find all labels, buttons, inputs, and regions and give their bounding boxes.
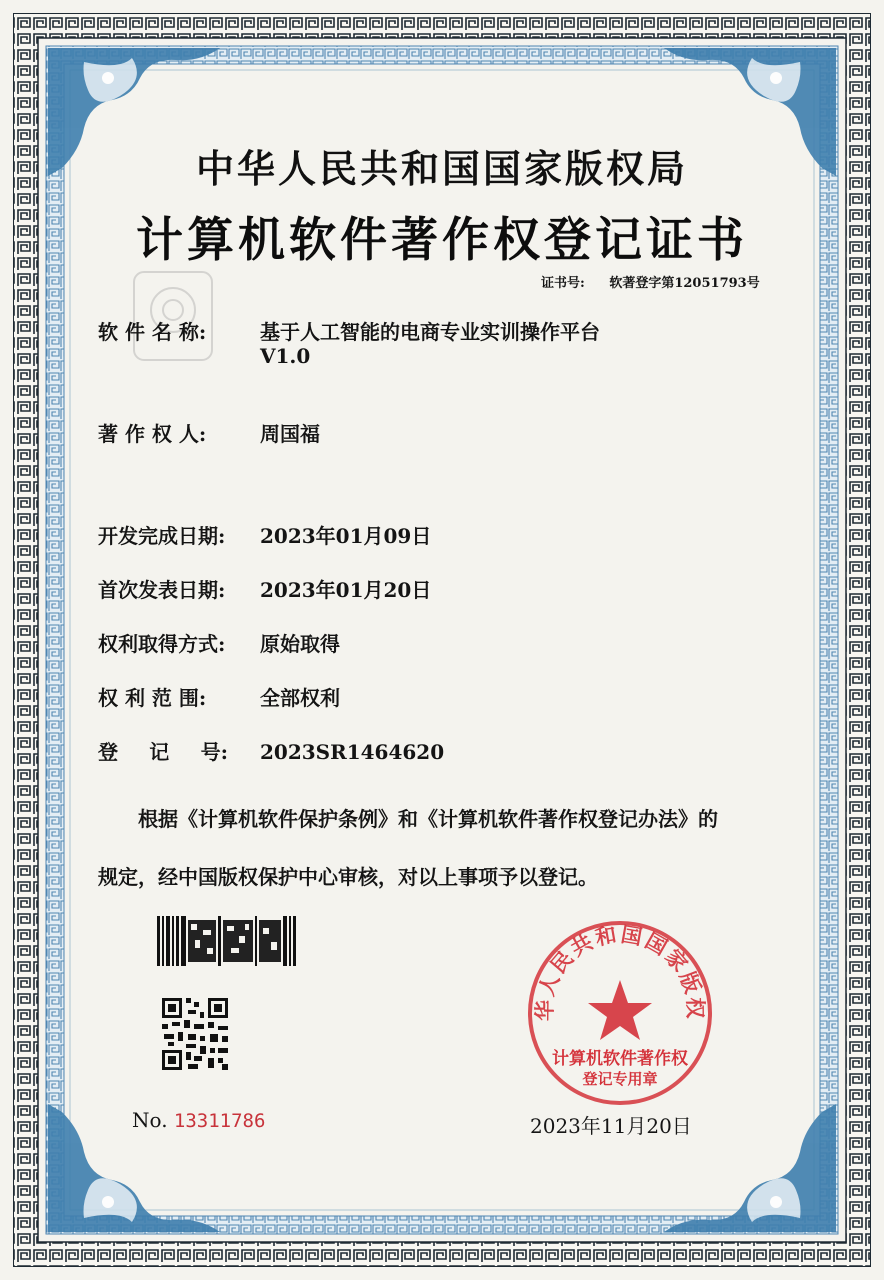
field-label: 著 作 权 人: xyxy=(98,422,207,446)
field-value: V1.0 xyxy=(260,344,311,368)
barcode-icon xyxy=(157,916,297,966)
legal-basis-paragraph xyxy=(98,790,798,906)
field-value: 周国福 xyxy=(260,422,320,446)
issuing-agency: 中华人民共和国国家版权局 xyxy=(195,146,688,191)
field-software-name xyxy=(98,316,600,345)
field-label: 登 记 号: xyxy=(98,740,228,764)
field-value: 原始取得 xyxy=(260,632,340,656)
certificate-number-label: 证书号: xyxy=(541,276,585,291)
legal-basis-line-2: 规定，经中国版权保护中心审核，对以上事项予以登记。 xyxy=(98,865,598,889)
seal-line-2: 登记专用章 xyxy=(582,1070,658,1088)
field-value: 2023年01月20日 xyxy=(260,578,432,602)
seal-ring-text: 华人民共和国国家版权 xyxy=(532,922,708,1022)
serial-number xyxy=(132,1108,265,1132)
serial-value: 13311786 xyxy=(173,1110,266,1132)
certificate-title: 计算机软件著作权登记证书 xyxy=(136,213,748,268)
field-value: 2023年01月09日 xyxy=(260,524,432,548)
qr-code-icon xyxy=(160,996,230,1072)
field-value: 2023SR1464620 xyxy=(260,740,445,764)
field-first-publish-date xyxy=(98,574,431,603)
field-label: 首次发表日期: xyxy=(98,578,226,602)
field-software-version xyxy=(260,344,310,368)
issue-date: 2023年11月20日 xyxy=(530,1114,692,1138)
field-development-date xyxy=(98,520,431,549)
field-label: 权利取得方式: xyxy=(98,632,226,656)
certificate-number-value: 软著登字第12051793号 xyxy=(609,276,760,291)
field-label: 开发完成日期: xyxy=(98,524,226,548)
field-registration-no xyxy=(98,736,444,765)
field-rights-scope xyxy=(98,682,340,711)
official-seal xyxy=(525,918,715,1108)
seal-line-1: 计算机软件著作权 xyxy=(552,1049,688,1069)
field-label: 权 利 范 围: xyxy=(98,686,207,710)
serial-prefix: No. xyxy=(132,1108,168,1132)
star-icon xyxy=(588,980,652,1040)
legal-basis-line-1: 根据《计算机软件保护条例》和《计算机软件著作权登记办法》的 xyxy=(138,807,718,831)
field-acquisition-method xyxy=(98,628,340,657)
field-value: 全部权利 xyxy=(260,686,340,710)
field-copyright-owner xyxy=(98,418,320,447)
field-value: 基于人工智能的电商专业实训操作平台 xyxy=(260,320,600,344)
certificate-number xyxy=(541,272,760,291)
field-label: 软 件 名 称: xyxy=(98,320,207,344)
